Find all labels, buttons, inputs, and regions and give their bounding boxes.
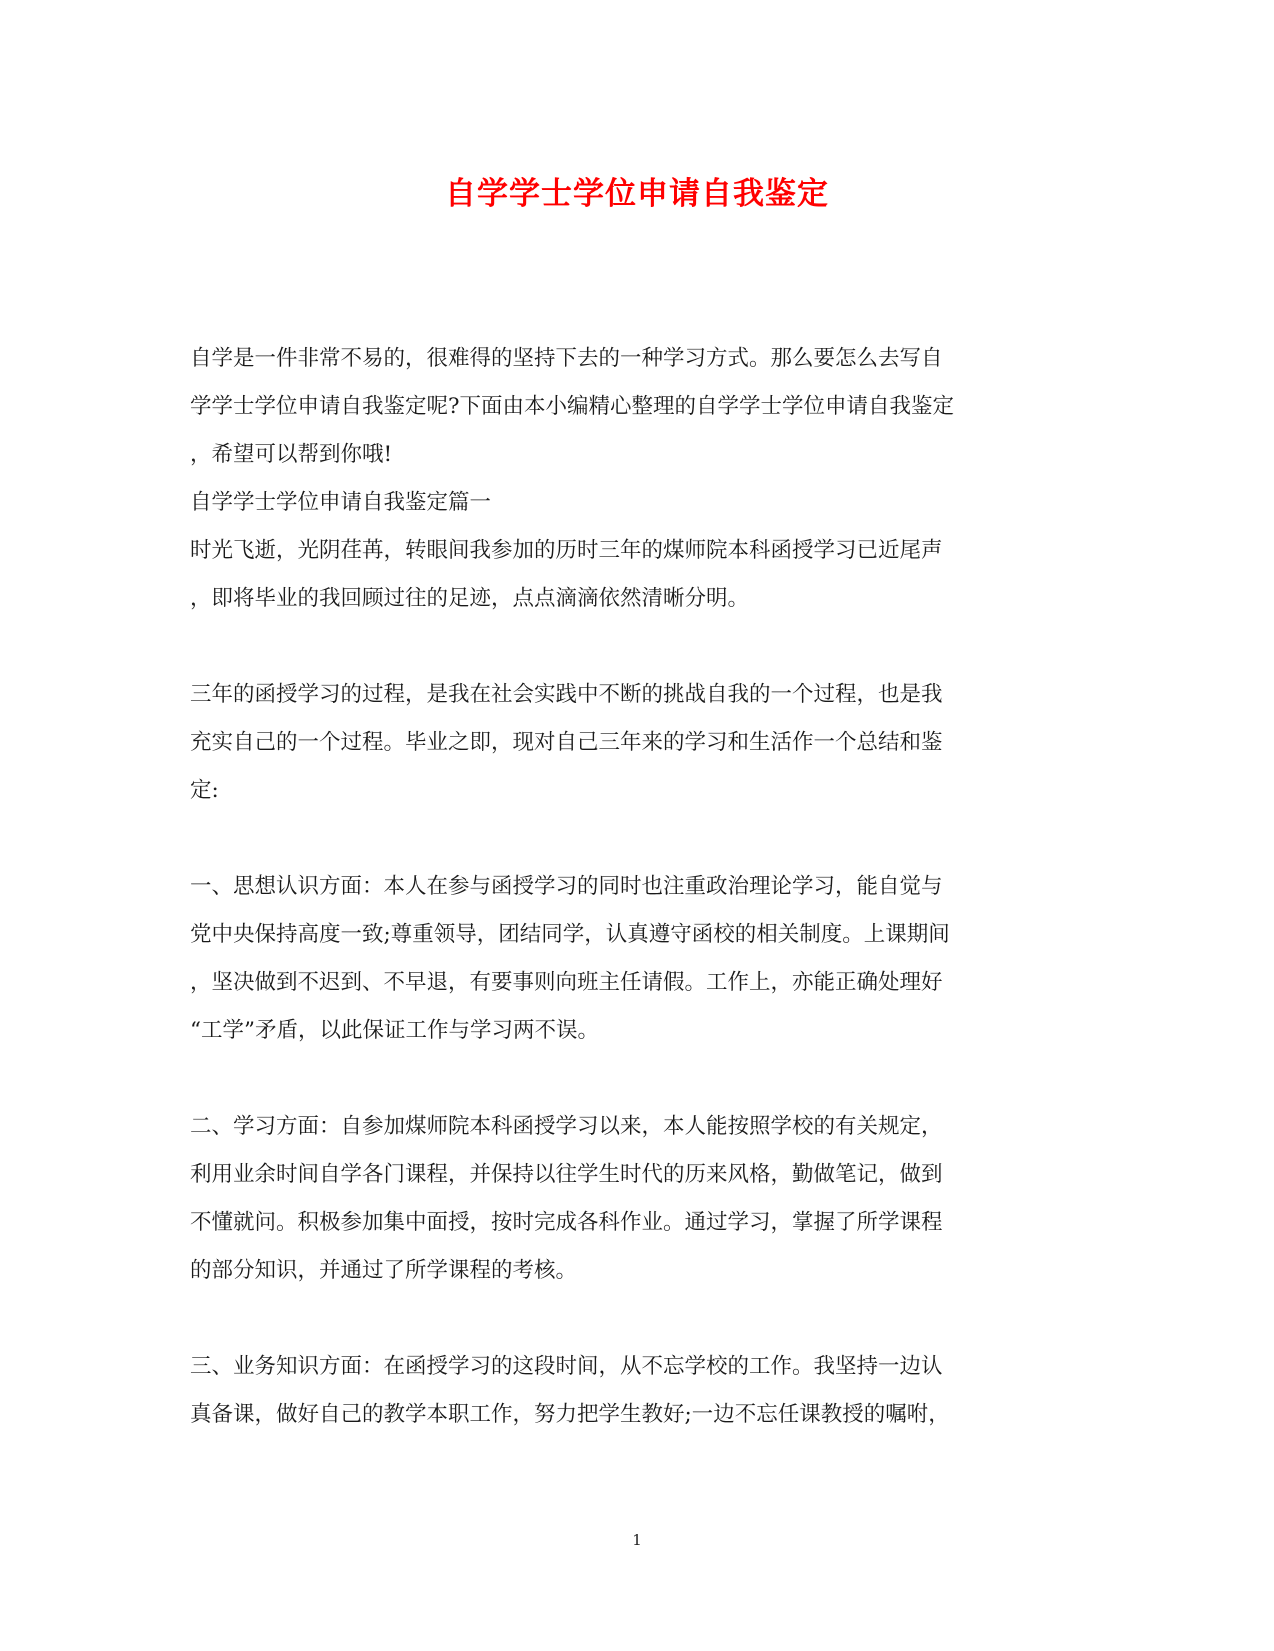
document-title: 自学学士学位申请自我鉴定 xyxy=(445,176,829,212)
text-line: 党中央保持高度一致;尊重领导，团结同学，认真遵守函校的相关制度。上课期间 xyxy=(190,922,950,947)
text-line: 三、业务知识方面：在函授学习的这段时间，从不忘学校的工作。我坚持一边认 xyxy=(190,1354,943,1379)
text-line: 自学是一件非常不易的，很难得的坚持下去的一种学习方式。那么要怎么去写自 xyxy=(190,346,943,371)
text-line: 学学士学位申请自我鉴定呢?下面由本小编精心整理的自学学士学位申请自我鉴定 xyxy=(190,394,955,419)
paragraph-gap xyxy=(190,1055,1080,1103)
text-line: 定: xyxy=(190,778,219,803)
section-heading: 自学学士学位申请自我鉴定篇一 xyxy=(190,490,492,515)
document-body xyxy=(190,335,1080,1439)
paragraph-gap xyxy=(190,1295,1080,1343)
paragraph-gap xyxy=(190,623,1080,671)
text-line: 的部分知识，并通过了所学课程的考核。 xyxy=(190,1258,578,1283)
text-line: ，即将毕业的我回顾过往的足迹，点点滴滴依然清晰分明。 xyxy=(190,586,750,611)
text-line: 利用业余时间自学各门课程，并保持以往学生时代的历来风格，勤做笔记，做到 xyxy=(190,1162,943,1187)
text-line: 不懂就问。积极参加集中面授，按时完成各科作业。通过学习，掌握了所学课程 xyxy=(190,1210,943,1235)
page-number: 1 xyxy=(632,1531,642,1549)
text-line: 二、学习方面：自参加煤师院本科函授学习以来，本人能按照学校的有关规定， xyxy=(190,1114,943,1139)
text-line: “工学”矛盾，以此保证工作与学习两不误。 xyxy=(190,1018,599,1043)
text-line: 充实自己的一个过程。毕业之即，现对自己三年来的学习和生活作一个总结和鉴 xyxy=(190,730,943,755)
text-line: 时光飞逝，光阴荏苒，转眼间我参加的历时三年的煤师院本科函授学习已近尾声 xyxy=(190,538,943,563)
text-line: ，希望可以帮到你哦! xyxy=(190,442,393,467)
text-line: 一、思想认识方面：本人在参与函授学习的同时也注重政治理论学习，能自觉与 xyxy=(190,874,943,899)
text-line: 三年的函授学习的过程，是我在社会实践中不断的挑战自我的一个过程，也是我 xyxy=(190,682,943,707)
text-line: 真备课，做好自己的教学本职工作，努力把学生教好;一边不忘任课教授的嘱咐， xyxy=(190,1402,950,1427)
text-line: ，坚决做到不迟到、不早退，有要事则向班主任请假。工作上，亦能正确处理好 xyxy=(190,970,943,995)
paragraph-gap xyxy=(190,815,1080,863)
